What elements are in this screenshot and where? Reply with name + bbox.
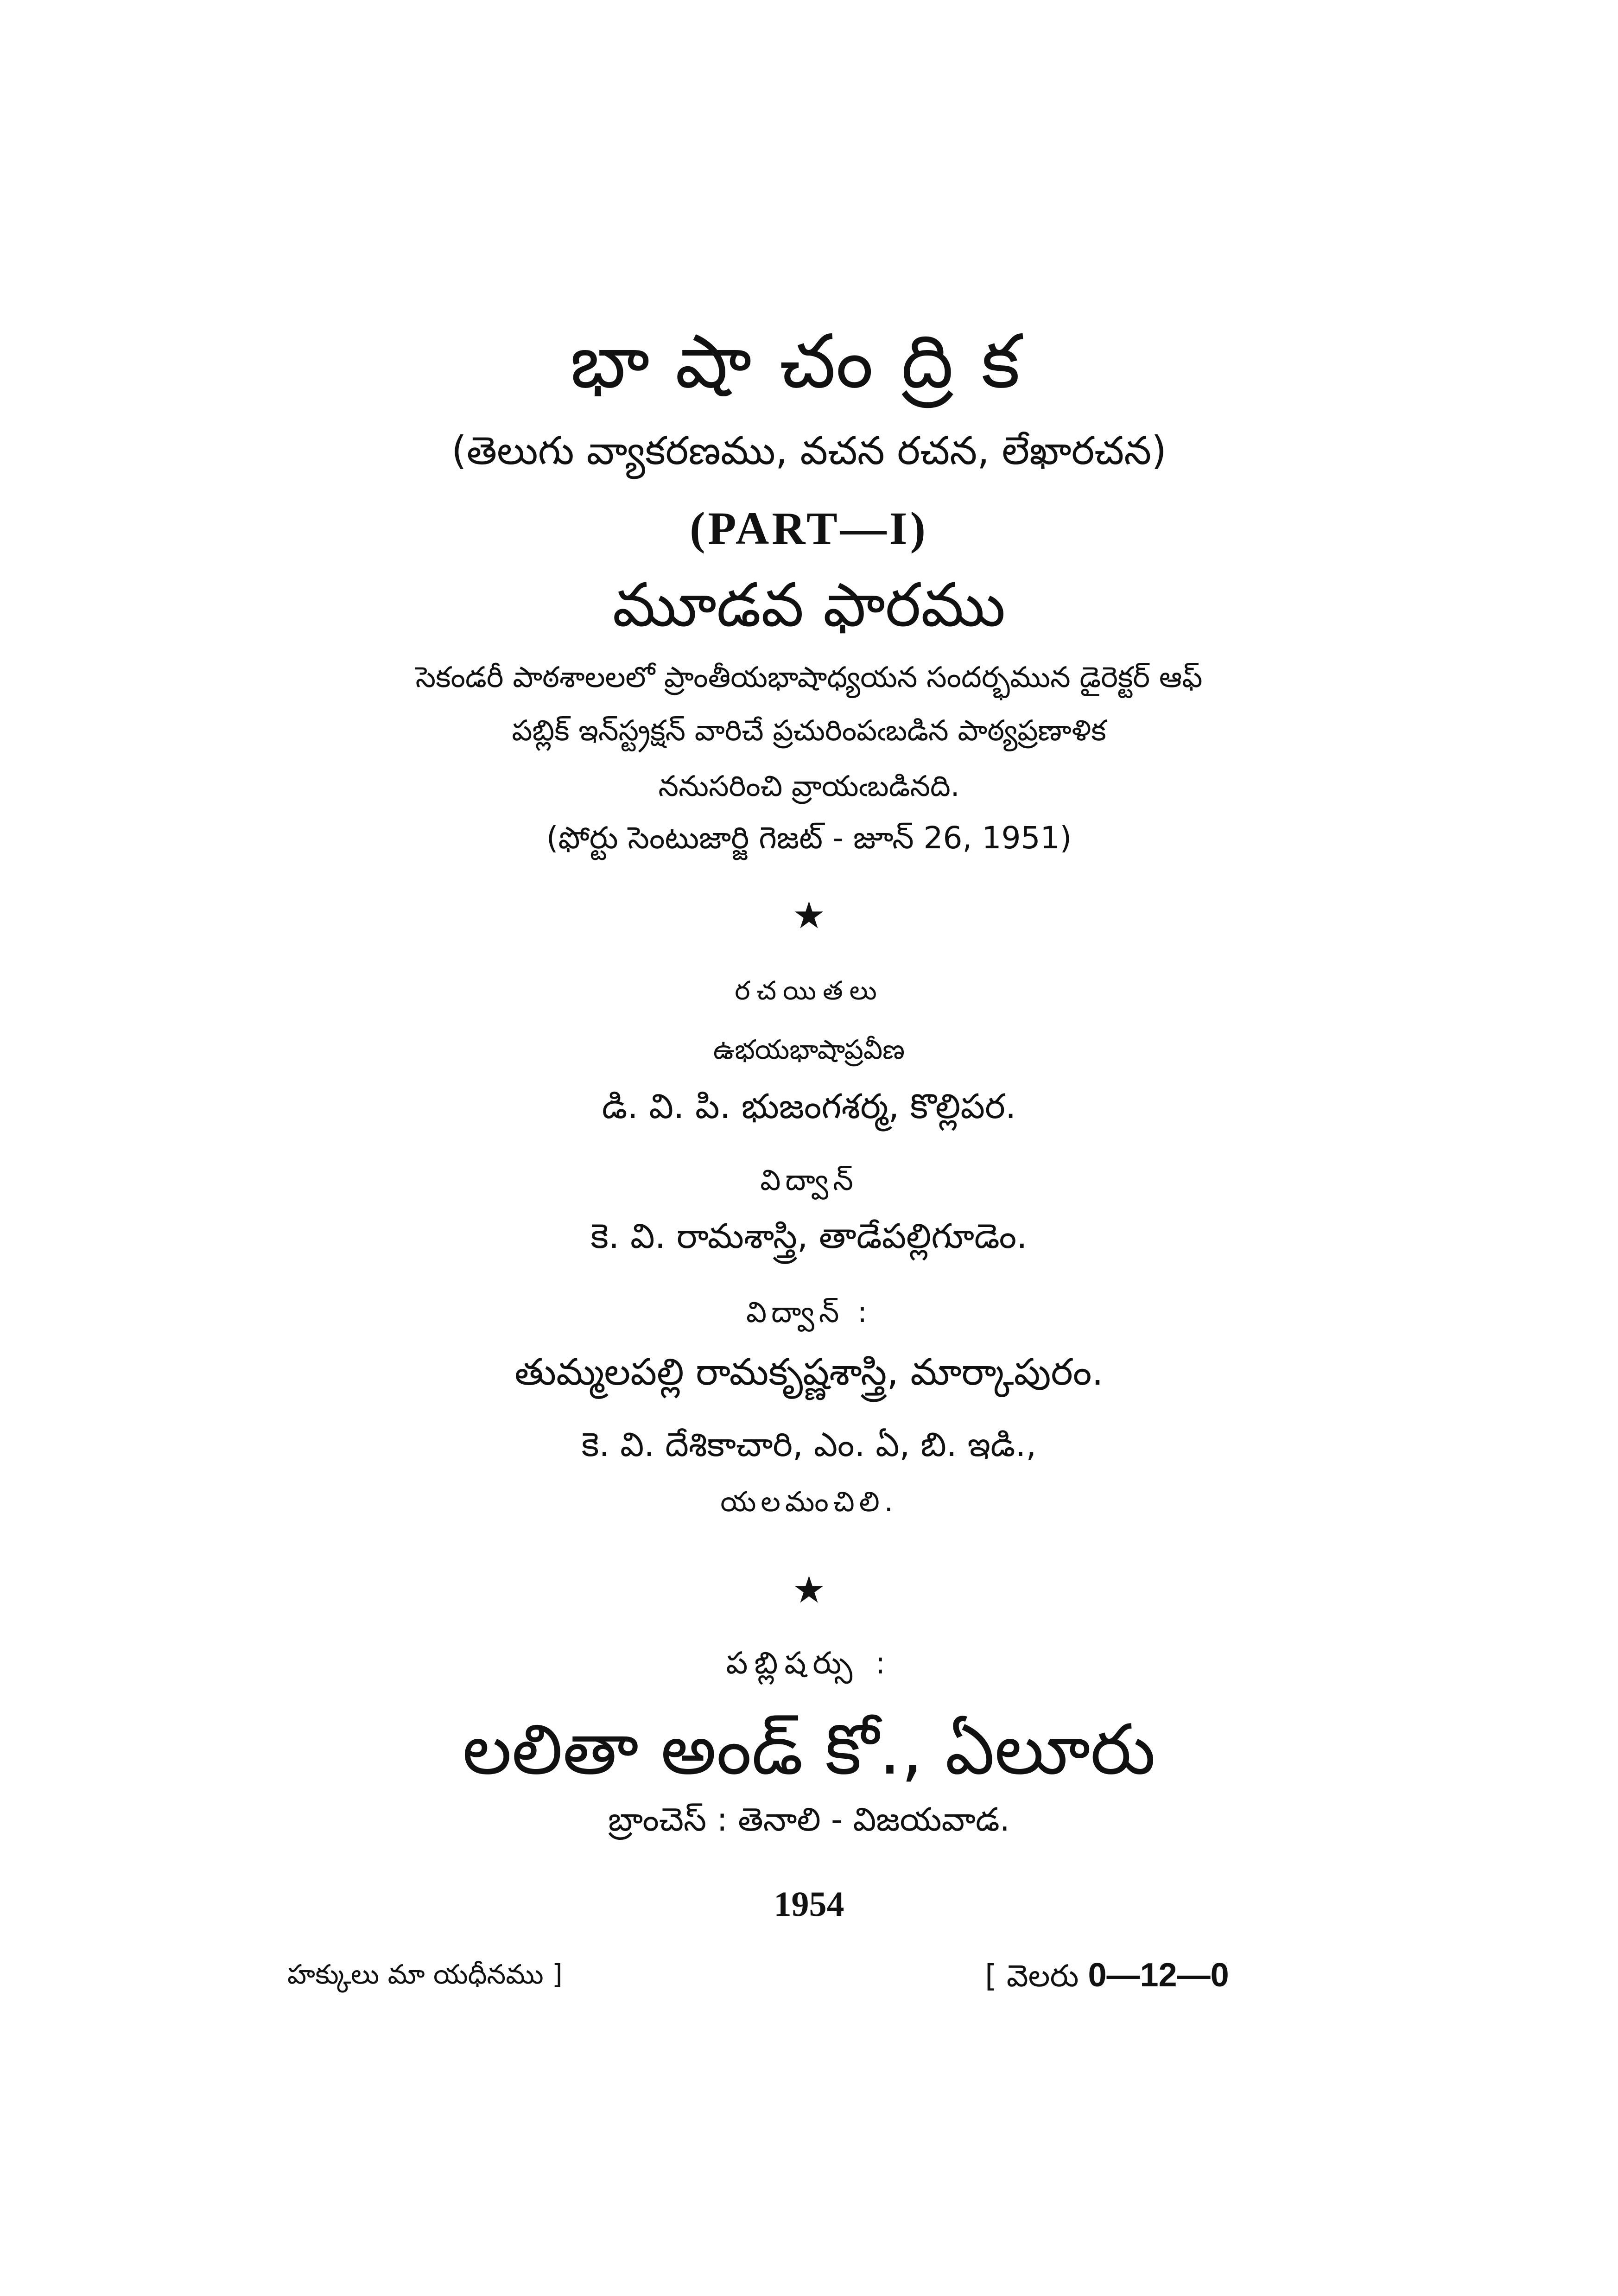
price-value: 0—12—0	[1088, 1957, 1229, 1994]
publication-year: 1954	[774, 1885, 844, 1924]
publisher-branches: బ్రాంచెస్ : తెనాలి - విజయవాడ.	[608, 1800, 1010, 1838]
author-4: కె. వి. దేశికాచారి, ఎం. ఏ, బి. ఇడి.,	[581, 1425, 1037, 1464]
form-label: మూడవ ఫారము	[612, 570, 1006, 640]
rights-notice: హక్కులు మా యధీనము ]	[287, 1959, 563, 1990]
price-notice	[985, 1959, 1229, 1992]
author-2: కె. వి. రామశాస్త్రి, తాడేపల్లిగూడెం.	[590, 1216, 1028, 1256]
star-icon: ★	[792, 1568, 826, 1611]
star-icon: ★	[792, 894, 826, 937]
book-title: భాషాచంద్రిక	[570, 318, 1048, 405]
author1-honorific: ఉభయభాషాప్రవీణ	[713, 1034, 905, 1065]
author2-honorific: విద్వాన్	[760, 1163, 858, 1197]
publisher-name: లలితా అండ్ కో., ఏలూరు	[462, 1710, 1156, 1790]
book-subtitle: (తెలుగు వ్యాకరణము, వచన రచన, లేఖారచన)	[451, 428, 1167, 473]
gazette-reference: (ఫోర్టు సెంటుజార్జి గెజట్ - జూన్ 26, 1951)	[546, 820, 1072, 856]
author3-honorific: విద్వాన్ :	[746, 1295, 872, 1329]
authors-heading: రచయితలు	[735, 976, 883, 1006]
description-line-2: పబ్లిక్ ఇన్‌స్ట్రక్షన్ వారిచే ప్రచురింపఁబడిన పాఠ్యప్రణాళిక	[512, 713, 1106, 747]
publishers-heading: పబ్లిషర్సు :	[726, 1645, 892, 1681]
description-line-1: సెకండరీ పాఠశాలలలో ప్రాంతీయభాషాధ్యయన సందర్భమున డైరెక్టర్ ఆఫ్	[415, 660, 1203, 694]
description-line-3: ననుసరించి వ్రాయఁబడినది.	[658, 769, 960, 803]
author-3: తుమ్మలపల్లి రామకృష్ణశాస్త్రి, మార్కాపురం.	[514, 1350, 1104, 1393]
author-1: డి. వి. పి. భుజంగశర్మ, కొల్లిపర.	[602, 1087, 1016, 1126]
price-label: [ వెలరు	[985, 1958, 1079, 1994]
part-label: (PART—I)	[690, 502, 928, 554]
author-4-place: యలమంచిలి.	[720, 1486, 898, 1518]
